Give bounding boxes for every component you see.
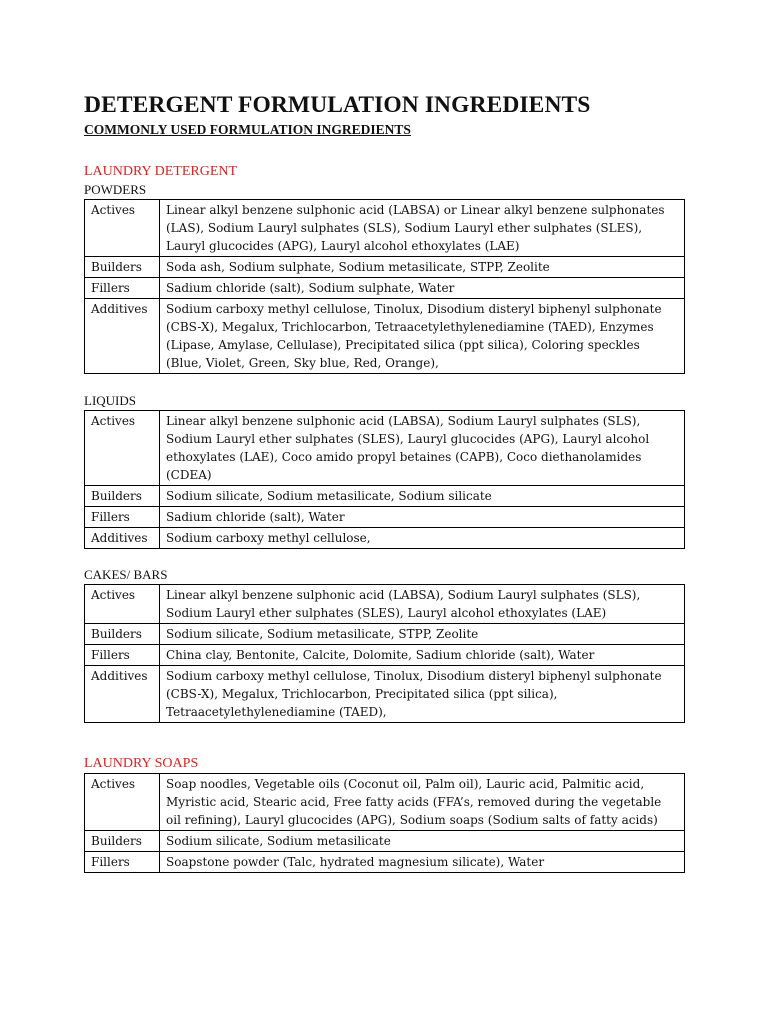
row-value: Linear alkyl benzene sulphonic acid (LABSA), Sodium Lauryl sulphates (SLS), Sodium Lauryl ether sulphates (SLES), Lauryl alcohol ethoxylates (LAE) [160,585,685,624]
table-row [85,774,685,831]
row-label: Additives [85,528,160,549]
row-value: Soap noodles, Vegetable oils (Coconut oil, Palm oil), Lauric acid, Palmitic acid, Myristic acid, Stearic acid, Free fatty acids (FFA’s, removed during the vegetable oil refining), Lauryl glucocides (APG), Sodium soaps (Sodium salts of fatty acids) [160,774,685,831]
table-row [85,528,685,549]
row-value: Sadium chloride (salt), Water [160,507,685,528]
table-row [85,507,685,528]
liquids-table [84,410,685,549]
row-label: Additives [85,299,160,374]
row-value: Sodium carboxy methyl cellulose, Tinolux, Disodium disteryl biphenyl sulphonate (CBS-X), Megalux, Trichlocarbon, Tetraacetylethylenediamine (TAED), Enzymes (Lipase, Amylase, Cellulase), Precipitated silica (ppt silica), Coloring speckles (Blue, Violet, Green, Sky blue, Red, Orange), [160,299,685,374]
row-value: Sodium silicate, Sodium metasilicate [160,831,685,852]
section-heading-laundry-detergent: LAUNDRY DETERGENT [84,164,238,179]
group-label-cakes-bars: CAKES/ BARS [84,567,168,582]
row-value: Sodium carboxy methyl cellulose, Tinolux, Disodium disteryl biphenyl sulphonate (CBS-X), Megalux, Trichlocarbon, Precipitated silica (ppt silica), Tetraacetylethylenediamine (TAED), [160,666,685,723]
row-label: Additives [85,666,160,723]
table-row [85,200,685,257]
row-label: Builders [85,486,160,507]
row-value: Sodium silicate, Sodium metasilicate, STPP, Zeolite [160,624,685,645]
row-value: Sadium chloride (salt), Sodium sulphate, Water [160,278,685,299]
page-title: DETERGENT FORMULATION INGREDIENTS [84,92,591,118]
row-label: Builders [85,257,160,278]
row-label: Builders [85,624,160,645]
row-value: China clay, Bentonite, Calcite, Dolomite, Sadium chloride (salt), Water [160,645,685,666]
row-label: Actives [85,585,160,624]
row-label: Fillers [85,852,160,873]
table-row [85,257,685,278]
row-label: Builders [85,831,160,852]
row-label: Actives [85,411,160,486]
row-value: Linear alkyl benzene sulphonic acid (LABSA), Sodium Lauryl sulphates (SLS), Sodium Lauryl ether sulphates (SLES), Lauryl glucocides (APG), Lauryl alcohol ethoxylates (LAE), Coco amido propyl betaines (CAPB), Coco diethanolamides (CDEA) [160,411,685,486]
table-row [85,624,685,645]
group-label-powders: POWDERS [84,182,147,197]
table-row [85,486,685,507]
powders-table [84,199,685,374]
document-page [84,90,686,873]
page-subtitle: COMMONLY USED FORMULATION INGREDIENTS [84,122,411,137]
laundry-soaps-table [84,773,685,873]
row-label: Fillers [85,507,160,528]
table-row [85,299,685,374]
table-row [85,852,685,873]
group-label-liquids: LIQUIDS [84,393,136,408]
table-row [85,645,685,666]
row-label: Fillers [85,645,160,666]
row-label: Actives [85,774,160,831]
row-value: Sodium silicate, Sodium metasilicate, Sodium silicate [160,486,685,507]
row-value: Soda ash, Sodium sulphate, Sodium metasilicate, STPP, Zeolite [160,257,685,278]
table-row [85,585,685,624]
table-row [85,831,685,852]
table-row [85,278,685,299]
row-value: Sodium carboxy methyl cellulose, [160,528,685,549]
cakes-bars-table [84,584,685,723]
row-label: Actives [85,200,160,257]
row-label: Fillers [85,278,160,299]
section-heading-laundry-soaps: LAUNDRY SOAPS [84,756,199,771]
table-row [85,411,685,486]
row-value: Soapstone powder (Talc, hydrated magnesium silicate), Water [160,852,685,873]
row-value: Linear alkyl benzene sulphonic acid (LABSA) or Linear alkyl benzene sulphonates (LAS), Sodium Lauryl sulphates (SLS), Sodium Lauryl ether sulphates (SLES), Lauryl glucocides (APG), Lauryl alcohol ethoxylates (LAE) [160,200,685,257]
table-row [85,666,685,723]
